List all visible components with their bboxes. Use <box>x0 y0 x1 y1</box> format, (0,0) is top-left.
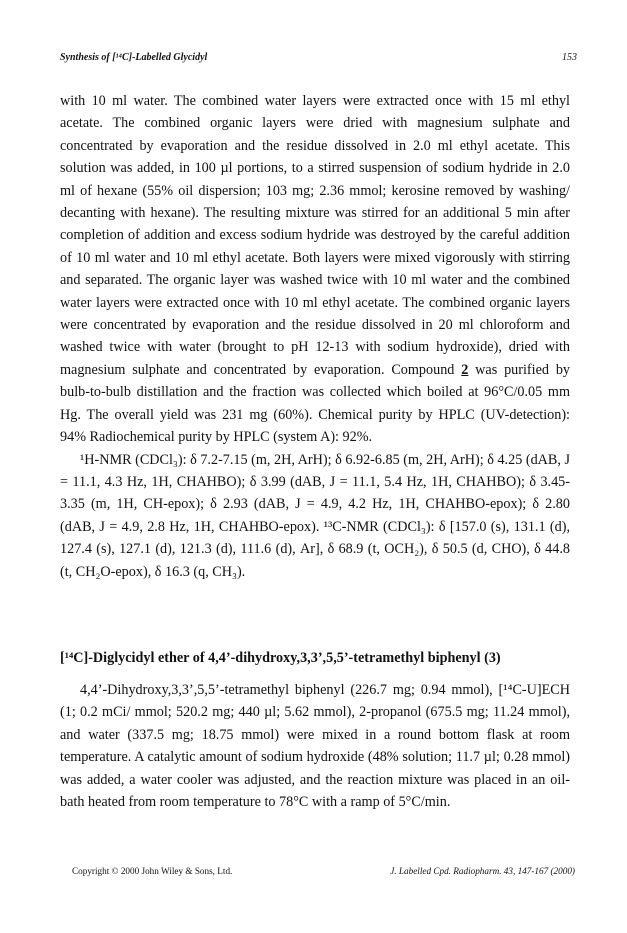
page-number: 153 <box>562 52 577 63</box>
body-text-2 <box>60 679 570 813</box>
paragraph-nmr: ¹H-NMR (CDCl₃): δ 7.2-7.15 (m, 2H, ArH); δ 6.92-6.85 (m, 2H, ArH); δ 4.25 (dAB, J = 11.1, 4.3 Hz, 1H, CHAHBO); δ 3.99 (dAB, J = 11.1, 5.4 Hz, 1H, CHAHBO); δ 3.45-3.35 (m, 1H, CH-epox); δ 2.93 (dAB, J = 4.9, 4.2 Hz, 1H, CHAHBO-epox); δ 2.80 (dAB, J = 4.9, 2.8 Hz, 1H, CHAHBO-epox). ¹³C-NMR (CDCl₃): δ [157.0 (s), 131.1 (d), 127.4 (s), 127.1 (d), 121.3 (d), 111.6 (d), Ar], δ 68.9 (t, OCH₂), δ 50.5 (d, CHO), δ 44.8 (t, CH₂O-epox), δ 16.3 (q, CH₃). <box>60 451 570 580</box>
paragraph-procedure-end: was purified by bulb-to-bulb distillation and the fraction was collected which boiled at 96°C/0.05 mm Hg. The overall yield was 231 mg (60%). Chemical purity by HPLC (UV-detection): 94% Radiochemical purity by HPLC (system A): 92%. <box>60 361 571 446</box>
body-text <box>60 90 570 583</box>
section-heading: [¹⁴C]-Diglycidyl ether of 4,4’-dihydroxy,3,3’,5,5’-tetramethyl biphenyl (3) <box>60 650 501 666</box>
paragraph-synthesis: 4,4’-Dihydroxy,3,3’,5,5’-tetramethyl biphenyl (226.7 mg; 0.94 mmol), [¹⁴C-U]ECH (1; 0.2 mCi/ mmol; 520.2 mg; 440 µl; 5.62 mmol), 2-propanol (675.5 mg; 11.24 mmol), and water (337.5 mg; 18.75 mmol) were mixed in a round bottom flask at room temperature. A catalytic amount of sodium hydroxide (48% solution; 11.7 µl; 0.28 mmol) was added, a water cooler was adjusted, and the reaction mixture was placed in an oil-bath heated from room temperature to 78°C with a ramp of 5°C/min. <box>60 682 570 811</box>
footer <box>72 866 575 876</box>
running-head <box>60 52 577 63</box>
running-title: Synthesis of [¹⁴C]-Labelled Glycidyl <box>60 52 208 63</box>
paragraph-procedure-text: with 10 ml water. The combined water layers were extracted once with 15 ml ethyl acetate. The combined organic layers were dried with magnesium sulphate and concentrated by evaporation and the residue dissolved in 2.0 ml ethyl acetate. This solution was added, in 100 µl portions, to a stirred suspension of sodium hydride in 2.0 ml of hexane (55% oil dispersion; 103 mg; 2.36 mmol; kerosine removed by washing/ decanting with hexane). The resulting mixture was stirred for an additional 5 min after completion of addition and excess sodium hydride was destroyed by the careful addition of 10 ml water and 10 ml ethyl acetate. Both layers were mixed vigorously with stirring and separated. The organic layer was washed twice with 10 ml water and the combined water layers were extracted once with 10 ml ethyl acetate. The combined organic layers were concentrated by evaporation and the residue dissolved in 20 ml chloroform and washed twice with water (brought to pH 12-13 with sodium hydroxide), dried with magnesium sulphate and concentrated by evaporation. Compound <box>60 93 570 378</box>
paragraph-procedure <box>60 90 570 449</box>
compound-number: 2 <box>461 361 469 378</box>
copyright: Copyright © 2000 John Wiley & Sons, Ltd. <box>72 866 233 876</box>
journal-citation: J. Labelled Cpd. Radiopharm. 43, 147-167 (2000) <box>390 866 575 876</box>
